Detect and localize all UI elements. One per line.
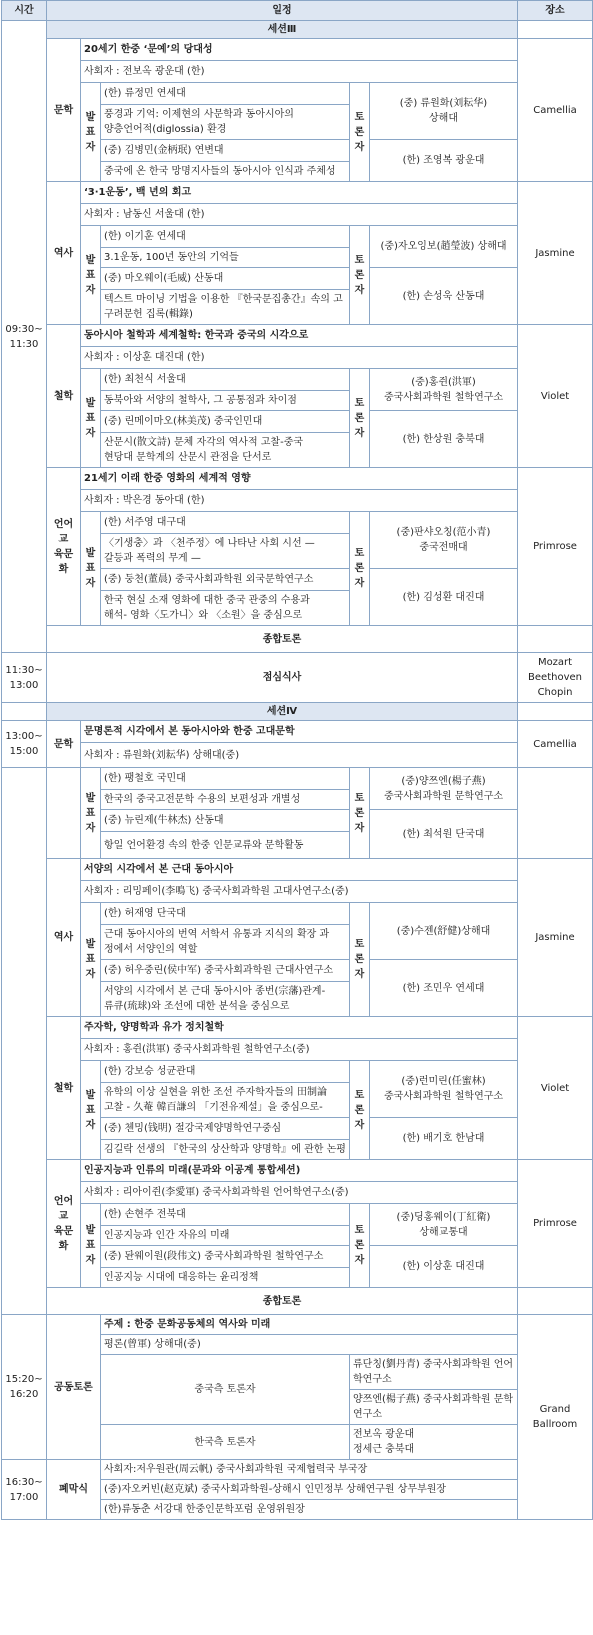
discussant: (중)딩홍웨이(丁紅衛) 상해교통대: [370, 1204, 518, 1246]
discussant-label: 토 론 자: [350, 369, 370, 468]
track-title: 문명론적 시각에서 본 동아시아와 한중 고대문학: [81, 721, 518, 743]
place-empty: [518, 1288, 593, 1315]
discussant-label: 토 론 자: [350, 226, 370, 325]
presenter-name: (중) 린메이마오(林美茂) 중국인민대: [101, 411, 350, 433]
presenter-label: 발 표 자: [81, 1061, 101, 1160]
presenter-name: (한) 이기훈 연세대: [101, 226, 350, 248]
time-empty: [2, 768, 47, 1315]
presenter-topic: 항일 언어환경 속의 한중 인문교류와 문학활동: [101, 832, 350, 859]
korea-discussant: 전보옥 광운대 정세근 충북대: [350, 1425, 518, 1460]
header-schedule: 일정: [47, 1, 518, 21]
china-discussant-label: 중국측 토론자: [101, 1355, 350, 1425]
field-label: 역사: [47, 859, 81, 1017]
moderator: 사회자 : 류원화(刘耘华) 상해대(중): [81, 743, 518, 768]
korea-discussant-label: 한국측 토론자: [101, 1425, 350, 1460]
presenter-name: (한) 팽철호 국민대: [101, 768, 350, 790]
presenter-name: (중) 마오웨이(毛威) 산동대: [101, 268, 350, 290]
discussant-label: 토 론 자: [350, 1061, 370, 1160]
joint-label: 공동토론: [47, 1315, 101, 1460]
discussant: (중)홍쥔(洪軍) 중국사회과학원 철학연구소: [370, 369, 518, 411]
session-title: 세션Ⅳ: [47, 703, 518, 721]
presenter-topic: 김길락 선생의 『한국의 상산학과 양명학』에 관한 논평: [101, 1140, 350, 1160]
presenter-topic: 〈기생충〉과 〈천주정〉에 나타난 사회 시선 — 갈등과 폭력의 무게 —: [101, 534, 350, 569]
field-empty: [47, 768, 81, 859]
presenter-topic: 산문시(散文詩) 문체 자각의 역사적 고찰-중국 현당대 문학계의 산문시 관점을 단서로: [101, 433, 350, 468]
header-place: 장소: [518, 1, 593, 21]
closing-line: 사회자:저우원관(周云帆) 중국사회과학원 국제협력국 부국장: [101, 1460, 518, 1480]
moderator: 사회자 : 전보옥 광운대 (한): [81, 61, 518, 83]
moderator: 사회자 : 리아이쥔(李愛軍) 중국사회과학원 언어학연구소(중): [81, 1182, 518, 1204]
presenter-name: (중) 김병민(金柄珉) 연변대: [101, 140, 350, 162]
presenter-topic: 인공지능과 인간 자유의 미래: [101, 1226, 350, 1246]
place-empty: [518, 768, 593, 859]
time-slot: 11:30~ 13:00: [2, 653, 47, 703]
discussant: (중)양쯔엔(楊子燕) 중국사회과학원 문학연구소: [370, 768, 518, 810]
discussant: (중)판샤오칭(范小青) 중국전매대: [370, 512, 518, 569]
moderator: 사회자 : 남동신 서울대 (한): [81, 204, 518, 226]
presenter-topic: 동북아와 서양의 철학사, 그 공통점과 차이점: [101, 391, 350, 411]
discussant: (중) 류원화(刘耘华) 상해대: [370, 83, 518, 140]
presenter-topic: 한국의 중국고전문학 수용의 보편성과 개별성: [101, 790, 350, 810]
room-name: Grand Ballroom: [518, 1315, 593, 1520]
general-discussion: 종합토론: [47, 1288, 518, 1315]
presenter-name: (한) 허재영 단국대: [101, 903, 350, 925]
moderator: 사회자 : 박은경 동아대 (한): [81, 490, 518, 512]
presenter-topic: 인공지능 시대에 대응하는 윤리정책: [101, 1268, 350, 1288]
discussant: (한) 김성환 대진대: [370, 569, 518, 626]
discussant: (중)런미린(任蜜林) 중국사회과학원 철학연구소: [370, 1061, 518, 1118]
discussant: (한) 이상훈 대진대: [370, 1246, 518, 1288]
presenter-topic: 3.1운동, 100년 동안의 기억들: [101, 248, 350, 268]
schedule-table: [1, 0, 593, 1520]
session-title: 세션Ⅲ: [47, 21, 518, 39]
place-empty: [518, 626, 593, 653]
track-title: 주자학, 양명학과 유가 정치철학: [81, 1017, 518, 1039]
field-label: 문학: [47, 721, 81, 768]
room-name: Primrose: [518, 1160, 593, 1288]
presenter-topic: 중국에 온 한국 망명지사들의 동아시아 인식과 주체성: [101, 162, 350, 182]
discussant-label: 토 론 자: [350, 768, 370, 859]
room-name: Violet: [518, 325, 593, 468]
presenter-name: (중) 돤웨이원(段伟文) 중국사회과학원 철학연구소: [101, 1246, 350, 1268]
place-empty: [518, 21, 593, 39]
presenter-topic: 서양의 시각에서 본 근대 동아시아 종번(宗藩)관계- 류큐(琉球)와 조선에 대한 분석을 중심으로: [101, 982, 350, 1017]
moderator: 사회자 : 이상훈 대진대 (한): [81, 347, 518, 369]
presenter-name: (한) 강보승 성균관대: [101, 1061, 350, 1083]
presenter-name: (중) 둥천(董晨) 중국사회과학원 외국문학연구소: [101, 569, 350, 591]
track-title: ‘3·1운동’, 백 년의 회고: [81, 182, 518, 204]
moderator: 사회자 : 리밍페이(李鳴飞) 중국사회과학원 고대사연구소(중): [81, 881, 518, 903]
track-title: 인공지능과 인류의 미래(문과와 이공계 통합세션): [81, 1160, 518, 1182]
time-slot: 13:00~ 15:00: [2, 721, 47, 768]
presenter-name: (중) 허우중린(侯中军) 중국사회과학원 근대사연구소: [101, 960, 350, 982]
discussant: (한) 최석원 단국대: [370, 810, 518, 859]
room-name: Camellia: [518, 39, 593, 182]
closing-label: 폐막식: [47, 1460, 101, 1520]
moderator: 사회자 : 홍쥔(洪軍) 중국사회과학원 철학연구소(중): [81, 1039, 518, 1061]
field-label: 문학: [47, 39, 81, 182]
track-title: 동아시아 철학과 세계철학: 한국과 중국의 시각으로: [81, 325, 518, 347]
presenter-name: (한) 최천식 서울대: [101, 369, 350, 391]
joint-chair: 평론(曾軍) 상해대(중): [101, 1335, 518, 1355]
general-discussion: 종합토론: [47, 626, 518, 653]
presenter-name: (중) 첸밍(钱明) 절강국제양명학연구중심: [101, 1118, 350, 1140]
lunch: 점심식사: [47, 653, 518, 703]
place-empty: [518, 703, 593, 721]
presenter-label: 발 표 자: [81, 1204, 101, 1288]
china-discussant: 양쯔엔(楊子燕) 중국사회과학원 문학연구소: [350, 1390, 518, 1425]
presenter-topic: 텍스트 마이닝 기법을 이용한 『한국문집총간』속의 고 구려문헌 집록(輯錄): [101, 290, 350, 325]
presenter-name: (한) 손현주 전북대: [101, 1204, 350, 1226]
joint-theme: 주제 : 한중 문화공동체의 역사와 미래: [101, 1315, 518, 1335]
closing-line: (한)류동춘 서강대 한중인문학포럼 운영위원장: [101, 1500, 518, 1520]
presenter-label: 발 표 자: [81, 512, 101, 626]
field-label: 언어교 육문화: [47, 1160, 81, 1288]
presenter-topic: 유학의 이상 실현을 위한 조선 주자학자들의 田制論 고찰 - 久菴 韓百謙의 「기전유제설」을 중심으로-: [101, 1083, 350, 1118]
discussant-label: 토 론 자: [350, 83, 370, 182]
discussant-label: 토 론 자: [350, 1204, 370, 1288]
room-name: Primrose: [518, 468, 593, 626]
time-slot: 09:30~ 11:30: [2, 21, 47, 653]
room-name: Jasmine: [518, 859, 593, 1017]
room-name: Jasmine: [518, 182, 593, 325]
presenter-name: (한) 류정민 연세대: [101, 83, 350, 105]
presenter-label: 발 표 자: [81, 369, 101, 468]
time-slot: 15:20~ 16:20: [2, 1315, 47, 1460]
room-name: Camellia: [518, 721, 593, 768]
closing-line: (중)자오커빈(赵克斌) 중국사회과학원-상해시 인민정부 상해연구원 상무부원장: [101, 1480, 518, 1500]
discussant: (한) 한상원 충북대: [370, 411, 518, 468]
discussant: (한) 조영복 광운대: [370, 140, 518, 182]
discussant: (중)자오잉보(趙瑩波) 상해대: [370, 226, 518, 268]
discussant-label: 토 론 자: [350, 512, 370, 626]
presenter-name: (한) 서주영 대구대: [101, 512, 350, 534]
presenter-name: (중) 뉴린제(牛林杰) 산동대: [101, 810, 350, 832]
presenter-topic: 근대 동아시아의 번역 서학서 유통과 지식의 확장 과 정에서 서양인의 역할: [101, 925, 350, 960]
field-label: 철학: [47, 325, 81, 468]
discussant-label: 토 론 자: [350, 903, 370, 1017]
time-empty: [2, 703, 47, 721]
field-label: 역사: [47, 182, 81, 325]
china-discussant: 류단칭(劉丹青) 중국사회과학원 언어학연구소: [350, 1355, 518, 1390]
discussant: (중)수젠(舒健)상해대: [370, 903, 518, 960]
presenter-label: 발 표 자: [81, 226, 101, 325]
presenter-label: 발 표 자: [81, 903, 101, 1017]
discussant: (한) 조민우 연세대: [370, 960, 518, 1017]
header-time: 시간: [2, 1, 47, 21]
track-title: 21세기 이래 한중 영화의 세계적 영향: [81, 468, 518, 490]
track-title: 서양의 시각에서 본 근대 동아시아: [81, 859, 518, 881]
room-name: Mozart Beethoven Chopin: [518, 653, 593, 703]
track-title: 20세기 한중 ‘문예’의 당대성: [81, 39, 518, 61]
presenter-label: 발 표 자: [81, 83, 101, 182]
presenter-topic: 풍경과 기억: 이제현의 사문학과 동아시아의 양층언어적(diglossia) 환경: [101, 105, 350, 140]
room-name: Violet: [518, 1017, 593, 1160]
discussant: (한) 배기호 한남대: [370, 1118, 518, 1160]
field-label: 철학: [47, 1017, 81, 1160]
time-slot: 16:30~ 17:00: [2, 1460, 47, 1520]
field-label: 언어교 육문화: [47, 468, 81, 626]
presenter-topic: 한국 현실 소재 영화에 대한 중국 관중의 수용과 해석- 영화〈도가니〉와 〈소원〉을 중심으로: [101, 591, 350, 626]
presenter-label: 발 표 자: [81, 768, 101, 859]
discussant: (한) 손성욱 산동대: [370, 268, 518, 325]
